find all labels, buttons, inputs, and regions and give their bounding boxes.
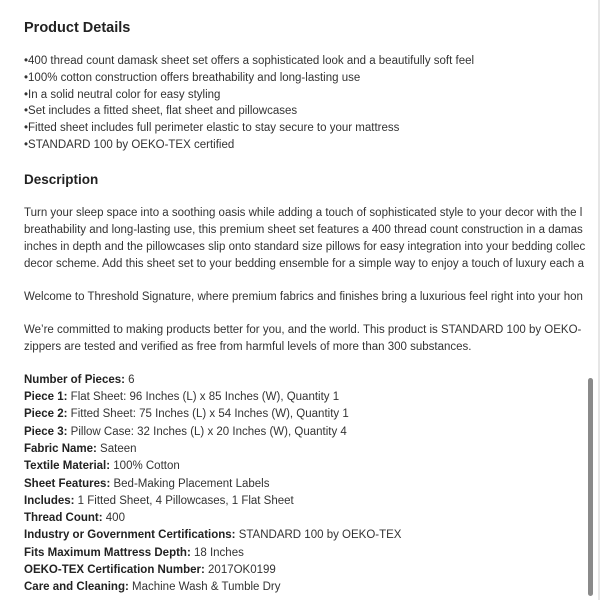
spec-piece-2	[24, 406, 600, 423]
spec-piece-1	[24, 389, 600, 406]
product-detail-bullet: •Fitted sheet includes full perimeter elastic to stay secure to your mattress	[24, 122, 400, 135]
spec-care-cleaning	[24, 579, 600, 596]
specifications-list	[24, 372, 600, 597]
product-detail-bullet: •Set includes a fitted sheet, flat sheet and pillowcases	[24, 105, 298, 118]
spec-value: STANDARD 100 by OEKO-TEX	[235, 529, 402, 542]
spec-label: Fabric Name:	[24, 442, 97, 455]
spec-value: Fitted Sheet: 75 Inches (L) x 54 Inches (W), Quantity 1	[67, 408, 349, 421]
product-page	[24, 18, 600, 600]
product-details-heading: Product Details	[24, 20, 131, 36]
description-heading: Description	[24, 171, 99, 187]
product-detail-bullet: •In a solid neutral color for easy styling	[24, 88, 221, 101]
spec-label: Care and Cleaning:	[24, 581, 129, 594]
description-line: We’re committed to making products better for you, and the world. This product is STANDARD 100 by OEKO-	[24, 323, 582, 336]
spec-value: Bed-Making Placement Labels	[110, 477, 270, 490]
spec-label: Thread Count:	[24, 512, 103, 525]
spec-value: Pillow Case: 32 Inches (L) x 20 Inches (W), Quantity 4	[67, 425, 347, 438]
spec-value: Flat Sheet: 96 Inches (L) x 85 Inches (W), Quantity 1	[67, 391, 340, 404]
spec-value: 18 Inches	[190, 546, 244, 559]
product-detail-bullet: •STANDARD 100 by OEKO-TEX certified	[24, 138, 235, 151]
spec-certifications	[24, 527, 600, 544]
spec-value: 6	[124, 373, 135, 386]
spec-label: OEKO-TEX Certification Number:	[24, 564, 205, 577]
product-detail-bullet: •100% cotton construction offers breathability and long-lasting use	[24, 71, 361, 84]
spec-piece-3	[24, 424, 600, 441]
spec-oeko-tex-number	[24, 562, 600, 579]
spec-label: Textile Material:	[24, 460, 111, 473]
spec-value: 2017OK0199	[204, 564, 276, 577]
spec-sheet-features	[24, 476, 600, 493]
spec-thread-count	[24, 510, 600, 527]
spec-mattress-depth	[24, 545, 600, 562]
spec-includes	[24, 493, 600, 510]
description-line: Turn your sleep space into a soothing oasis while adding a touch of sophisticated style to your decor with the l	[24, 206, 583, 219]
spec-label: Piece 1:	[24, 391, 68, 404]
description-paragraph-2: Welcome to Threshold Signature, where premium fabrics and finishes bring a luxurious feel right into your hon	[24, 290, 583, 303]
description-paragraph-1	[24, 205, 600, 273]
description-line: inches in depth and the pillowcases slip onto standard size pillows for easy integration into your bedding collec	[24, 240, 586, 253]
spec-number-of-pieces	[24, 372, 600, 389]
spec-label: Piece 2:	[24, 408, 68, 421]
spec-label: Sheet Features:	[24, 477, 111, 490]
spec-value: 1 Fitted Sheet, 4 Pillowcases, 1 Flat Sheet	[74, 494, 294, 507]
spec-value: 400	[102, 512, 125, 525]
description-paragraph-3	[24, 322, 600, 356]
spec-label: Piece 3:	[24, 425, 68, 438]
spec-label: Fits Maximum Mattress Depth:	[24, 546, 191, 559]
spec-value: Machine Wash & Tumble Dry	[128, 581, 281, 594]
spec-label: Number of Pieces:	[24, 373, 125, 386]
spec-value: Sateen	[96, 442, 137, 455]
spec-label: Industry or Government Certifications:	[24, 529, 236, 542]
spec-label: Includes:	[24, 494, 75, 507]
description-line: breathability and long-lasting use, this premium sheet set features a 400 thread count construction in a damas	[24, 223, 583, 236]
spec-textile-material	[24, 458, 600, 475]
spec-value: 100% Cotton	[110, 460, 180, 473]
description-line: zippers are tested and verified as free from harmful levels of more than 300 substances.	[24, 340, 472, 353]
spec-fabric-name	[24, 441, 600, 458]
description-line: decor scheme. Add this sheet set to your bedding ensemble for a simple way to enjoy a touch of luxury each a	[24, 257, 584, 270]
product-details-list	[24, 53, 600, 154]
vertical-scrollbar[interactable]	[588, 378, 593, 596]
product-detail-bullet: •400 thread count damask sheet set offers a sophisticated look and a beautifully soft feel	[24, 55, 475, 67]
